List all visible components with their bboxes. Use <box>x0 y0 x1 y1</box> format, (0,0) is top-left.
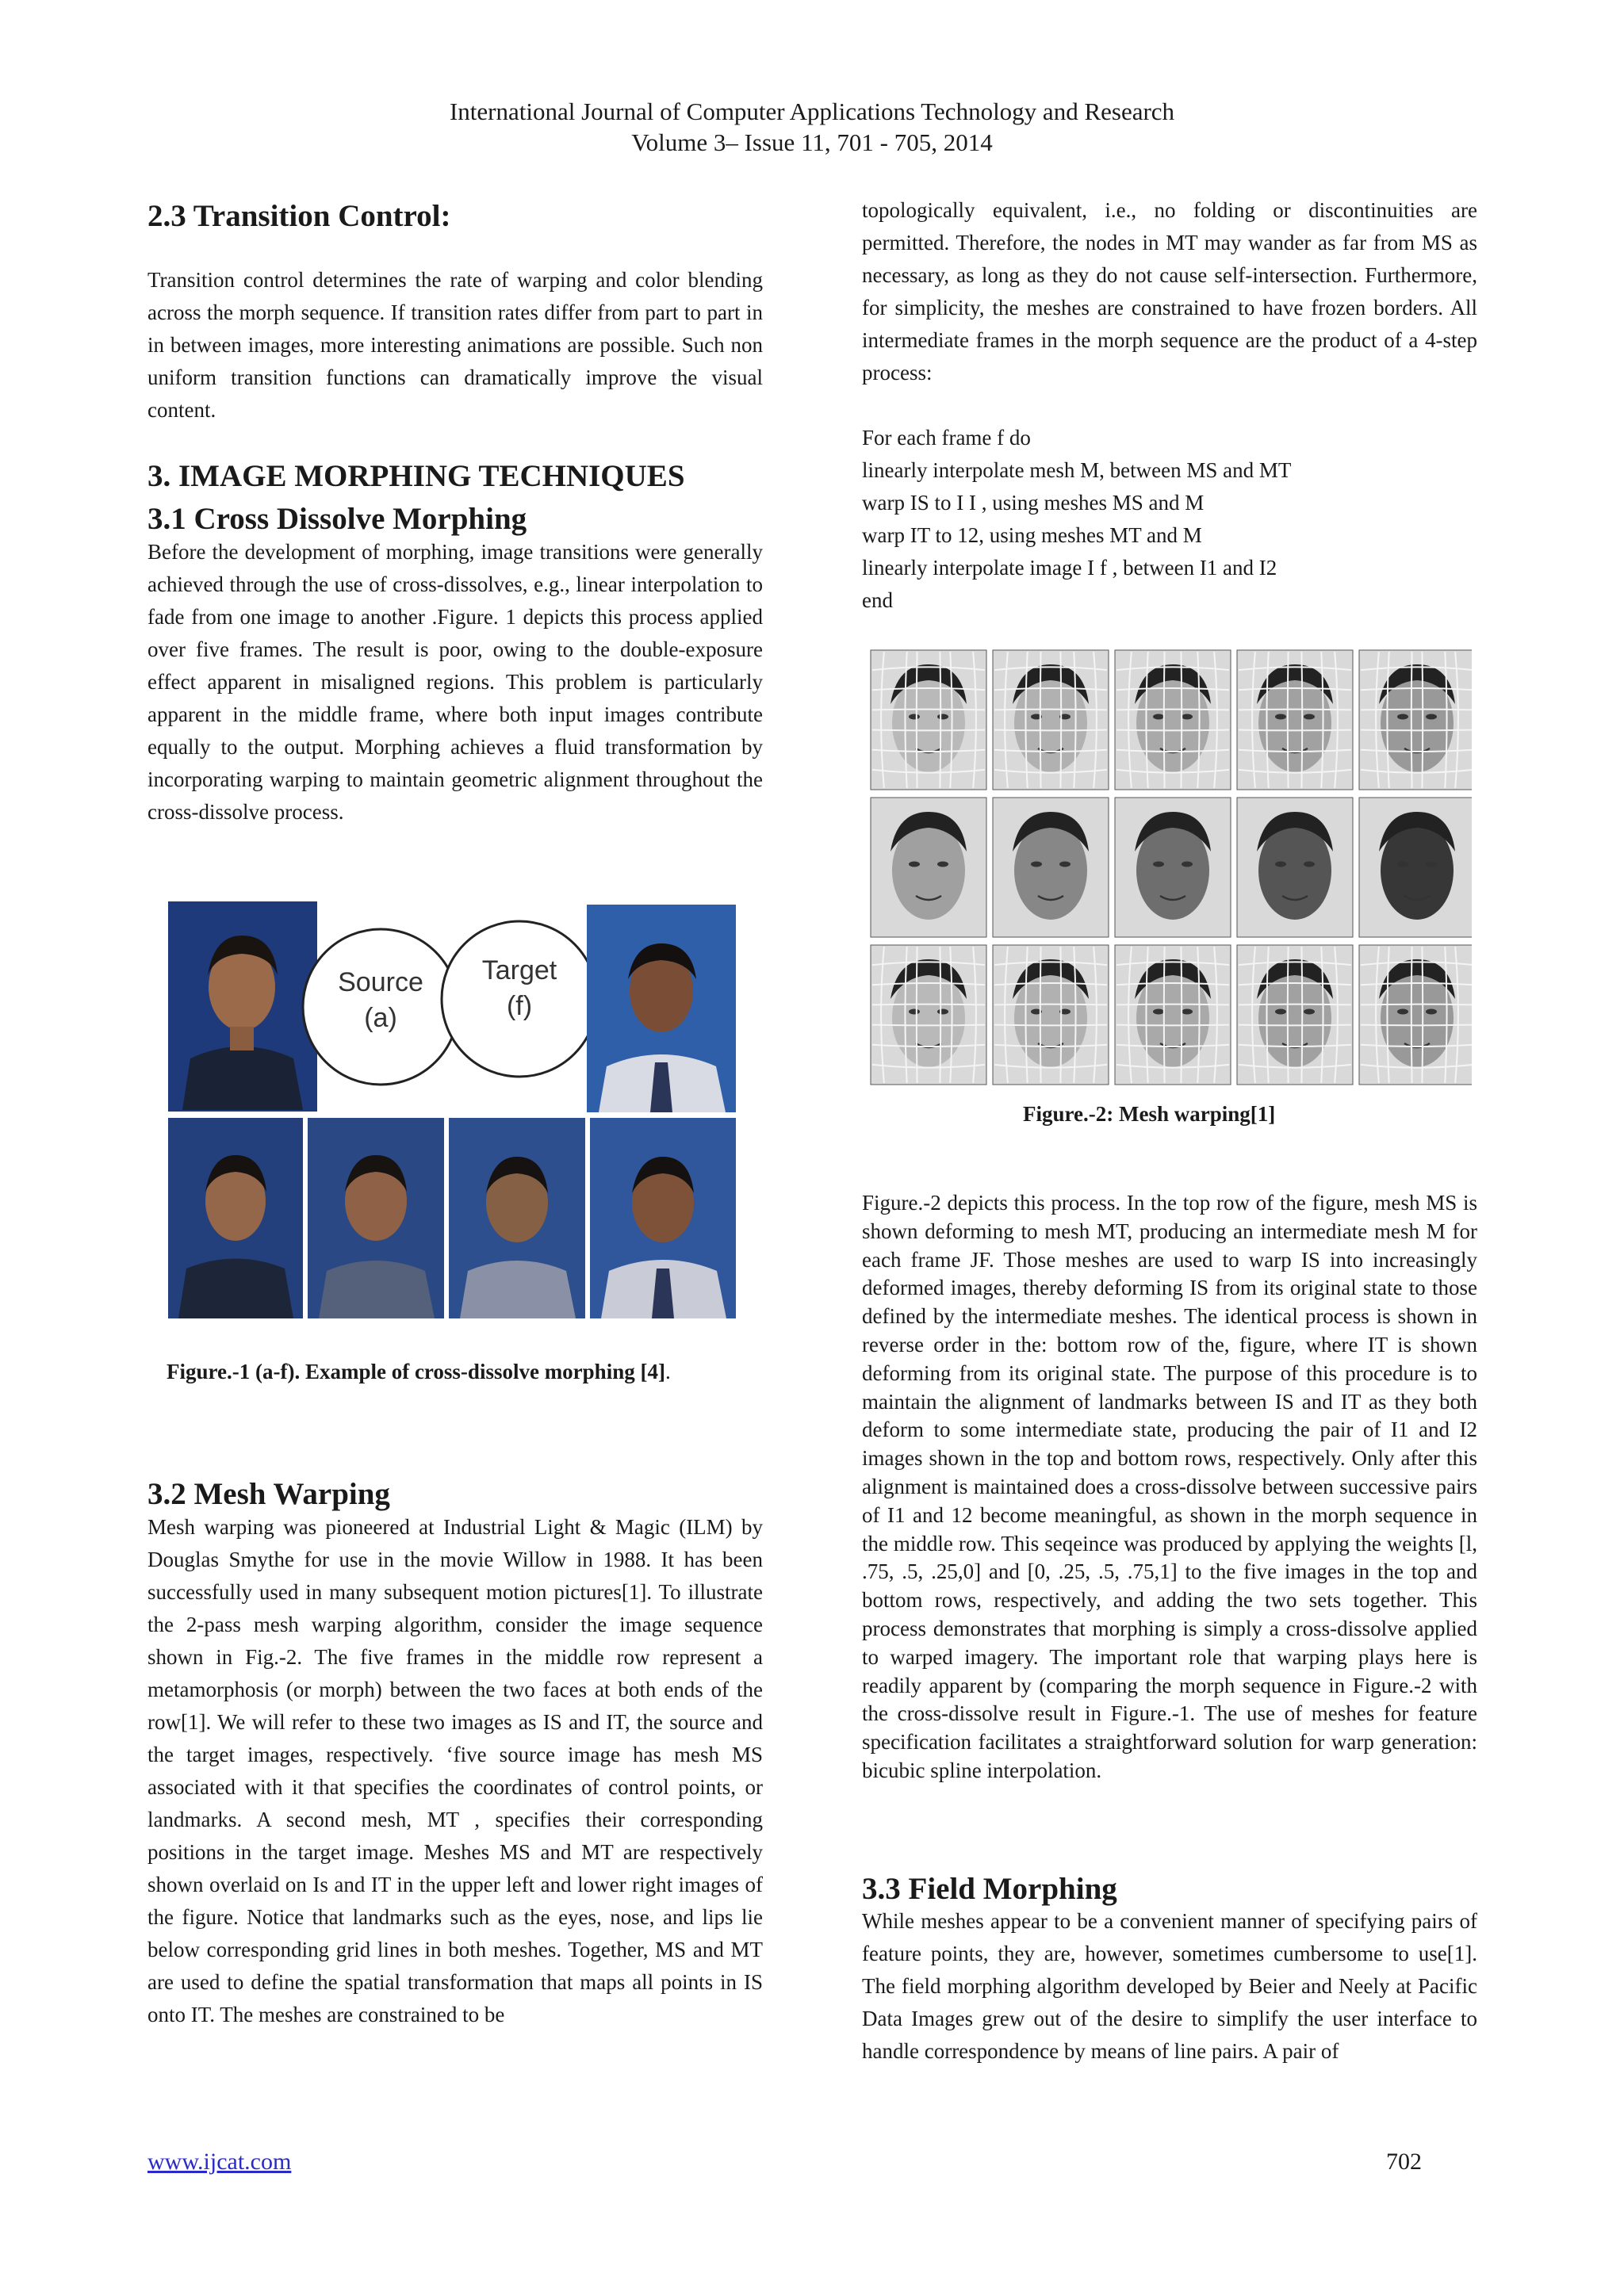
photo-target <box>587 905 736 1112</box>
algorithm-line: warp IS to I I , using meshes MS and M <box>862 491 1205 515</box>
section-3-3-paragraph: While meshes appear to be a convenient manner of specifying pairs of feature points, they are, however, sometimes cumbersome to use[1]. The field morphing algorithm developed by Beier and Neely at Pacific Data Images grew out of the desire to simplify the user interface to handle correspondence by means of line pairs. A pair of <box>862 1909 1477 2063</box>
morph-frame <box>871 798 986 937</box>
figure-1-caption-period: . <box>665 1360 671 1383</box>
morph-frame <box>1115 798 1231 937</box>
page-number: 702 <box>1386 2149 1422 2175</box>
algorithm-line: warp IT to 12, using meshes MT and M <box>862 523 1202 547</box>
figure-2-explanation-paragraph: Figure.-2 depicts this process. In the top row of the figure, mesh MS is shown deforming to mesh MT, producing an intermediate mesh M for each frame JF. Those meshes are used to warp IS into increasingly deformed images, thereby deforming IS from its original state to those defined by the intermediate meshes. The identical process is shown in reverse order in the: bottom row of the, figure, where IT is shown deforming from its original state. The purpose of this procedure is to maintain the alignment of landmarks between IS and IT as they both deform to some intermediate state, producing the pair of I1 and I2 images shown in the top and bottom rows, respectively. Only after this alignment is maintained does a cross-dissolve between successive pairs of I1 and 12 become meaningful, as shown in the morph sequence in the middle row. This seqeince was produced by applying the weights [l, .75, .5, .25,0] and [0, .25, .5, .75,1] to the five images in the top and bottom rows, respectively, and adding the two sets together. This process demonstrates that morphing is simply a cross-dissolve applied to warped imagery. The important role that warping plays here is readily apparent by (comparing the morph sequence in Figure.-2 with the cross-dissolve result in Figure.-1. The use of meshes for feature specification facilitates a straightforward solution for warp generation: bicubic spline interpolation. <box>862 1191 1477 1782</box>
mesh-frame <box>993 650 1109 790</box>
target-label: Target <box>481 955 557 985</box>
continued-paragraph: topologically equivalent, i.e., no folding or discontinuities are permitted. Therefore, the nodes in MT may wander as far from MS as necessary, as long as they do not cause self-intersection. Furthermore, for simplicity, the meshes are constrained to have frozen borders. All intermediate frames in the morph sequence are the product of a 4-step process: <box>862 198 1477 385</box>
mesh-frame <box>1237 945 1353 1085</box>
section-2-3-heading: 2.3 Transition Control: <box>147 199 451 233</box>
section-3-2-paragraph: Mesh warping was pioneered at Industrial Light & Magic (ILM) by Douglas Smythe for use in the movie Willow in 1988. It has been successfully used in many subsequent motion pictures[1]. To illustrate the 2-pass mesh warping algorithm, consider the image sequence shown in Fig.-2. The five frames in the middle row represent a metamorphosis (or morph) between the two faces at both ends of the row[1]. We will refer to these two images as IS and IT, the source and the target images, respectively. ‘five source image has mesh MS associated with it that specifies the coordinates of control points, or landmarks. A second mesh, MT , specifies their corresponding positions in the target image. Meshes MS and MT are respectively shown overlaid on Is and IT in the upper left and lower right images of the figure. Notice that landmarks such as the eyes, nose, and lips lie below corresponding grid lines in both meshes. Together, MS and MT are used to define the spatial transformation that maps all points in IS onto IT. The meshes are constrained to be <box>147 1515 763 2026</box>
algorithm-line: For each frame f do <box>862 426 1031 450</box>
morph-frame <box>993 798 1109 937</box>
section-3-1-heading: 3.1 Cross Dissolve Morphing <box>147 502 527 536</box>
figure-2 <box>869 649 1472 1089</box>
figure-2-graphic <box>869 649 1472 1089</box>
target-sub-label: (f) <box>506 991 533 1021</box>
source-label: Source <box>338 967 423 997</box>
source-sub-label: (a) <box>364 1003 397 1033</box>
mesh-frame <box>1115 650 1231 790</box>
figure-2-caption: Figure.-2: Mesh warping[1] <box>1023 1102 1276 1126</box>
mesh-frame <box>1359 945 1472 1085</box>
frame-c <box>308 1118 444 1318</box>
section-3-heading: 3. IMAGE MORPHING TECHNIQUES <box>147 459 685 493</box>
section-3-1-paragraph: Before the development of morphing, image transitions were generally achieved through the use of cross-dissolves, e.g., linear interpolation to fade from one image to another .Figure. 1 depicts this process applied over five frames. The result is poor, owing to the double-exposure effect apparent in misaligned regions. This problem is particularly apparent in the middle frame, where both input images contribute equally to the output. Morphing achieves a fluid transformation by incorporating warping to maintain geometric alignment throughout the cross-dissolve process. <box>147 540 763 824</box>
journal-title: International Journal of Computer Applications Technology and Research <box>449 98 1175 125</box>
algorithm-line: linearly interpolate mesh M, between MS and MT <box>862 458 1292 482</box>
figure-1-graphic <box>167 900 737 1320</box>
morph-frame <box>1237 798 1353 937</box>
algorithm-line: linearly interpolate image I f , between I1 and I2 <box>862 556 1277 580</box>
volume-line: Volume 3– Issue 11, 701 - 705, 2014 <box>631 128 993 156</box>
journal-website-link[interactable]: www.ijcat.com <box>147 2149 292 2175</box>
source-circle <box>303 929 458 1085</box>
mesh-frame <box>1237 650 1353 790</box>
section-2-3-paragraph: Transition control determines the rate of warping and color blending across the morph sequence. If transition rates differ from part to part in in between images, more interesting animations are possible. Such non uniform transition functions can dramatically improve the visual content. <box>147 268 763 422</box>
section-3-2-heading: 3.2 Mesh Warping <box>147 1477 390 1511</box>
algorithm-line: end <box>862 588 893 612</box>
mesh-frame <box>1115 945 1231 1085</box>
frame-b <box>168 1118 303 1318</box>
mesh-frame <box>1359 650 1472 790</box>
section-3-3-heading: 3.3 Field Morphing <box>862 1872 1117 1906</box>
mesh-frame <box>993 945 1109 1085</box>
photo-source <box>168 901 317 1112</box>
mesh-frame <box>871 650 986 790</box>
figure-1-caption <box>167 1358 671 1385</box>
morph-frame <box>1359 798 1472 937</box>
frame-e <box>590 1118 736 1318</box>
frame-d <box>449 1118 585 1318</box>
target-circle <box>442 921 597 1077</box>
figure-1-caption-text: Figure.-1 (a-f). Example of cross-dissolve morphing [4] <box>167 1360 665 1383</box>
figure-1 <box>167 900 737 1320</box>
mesh-frame <box>871 945 986 1085</box>
